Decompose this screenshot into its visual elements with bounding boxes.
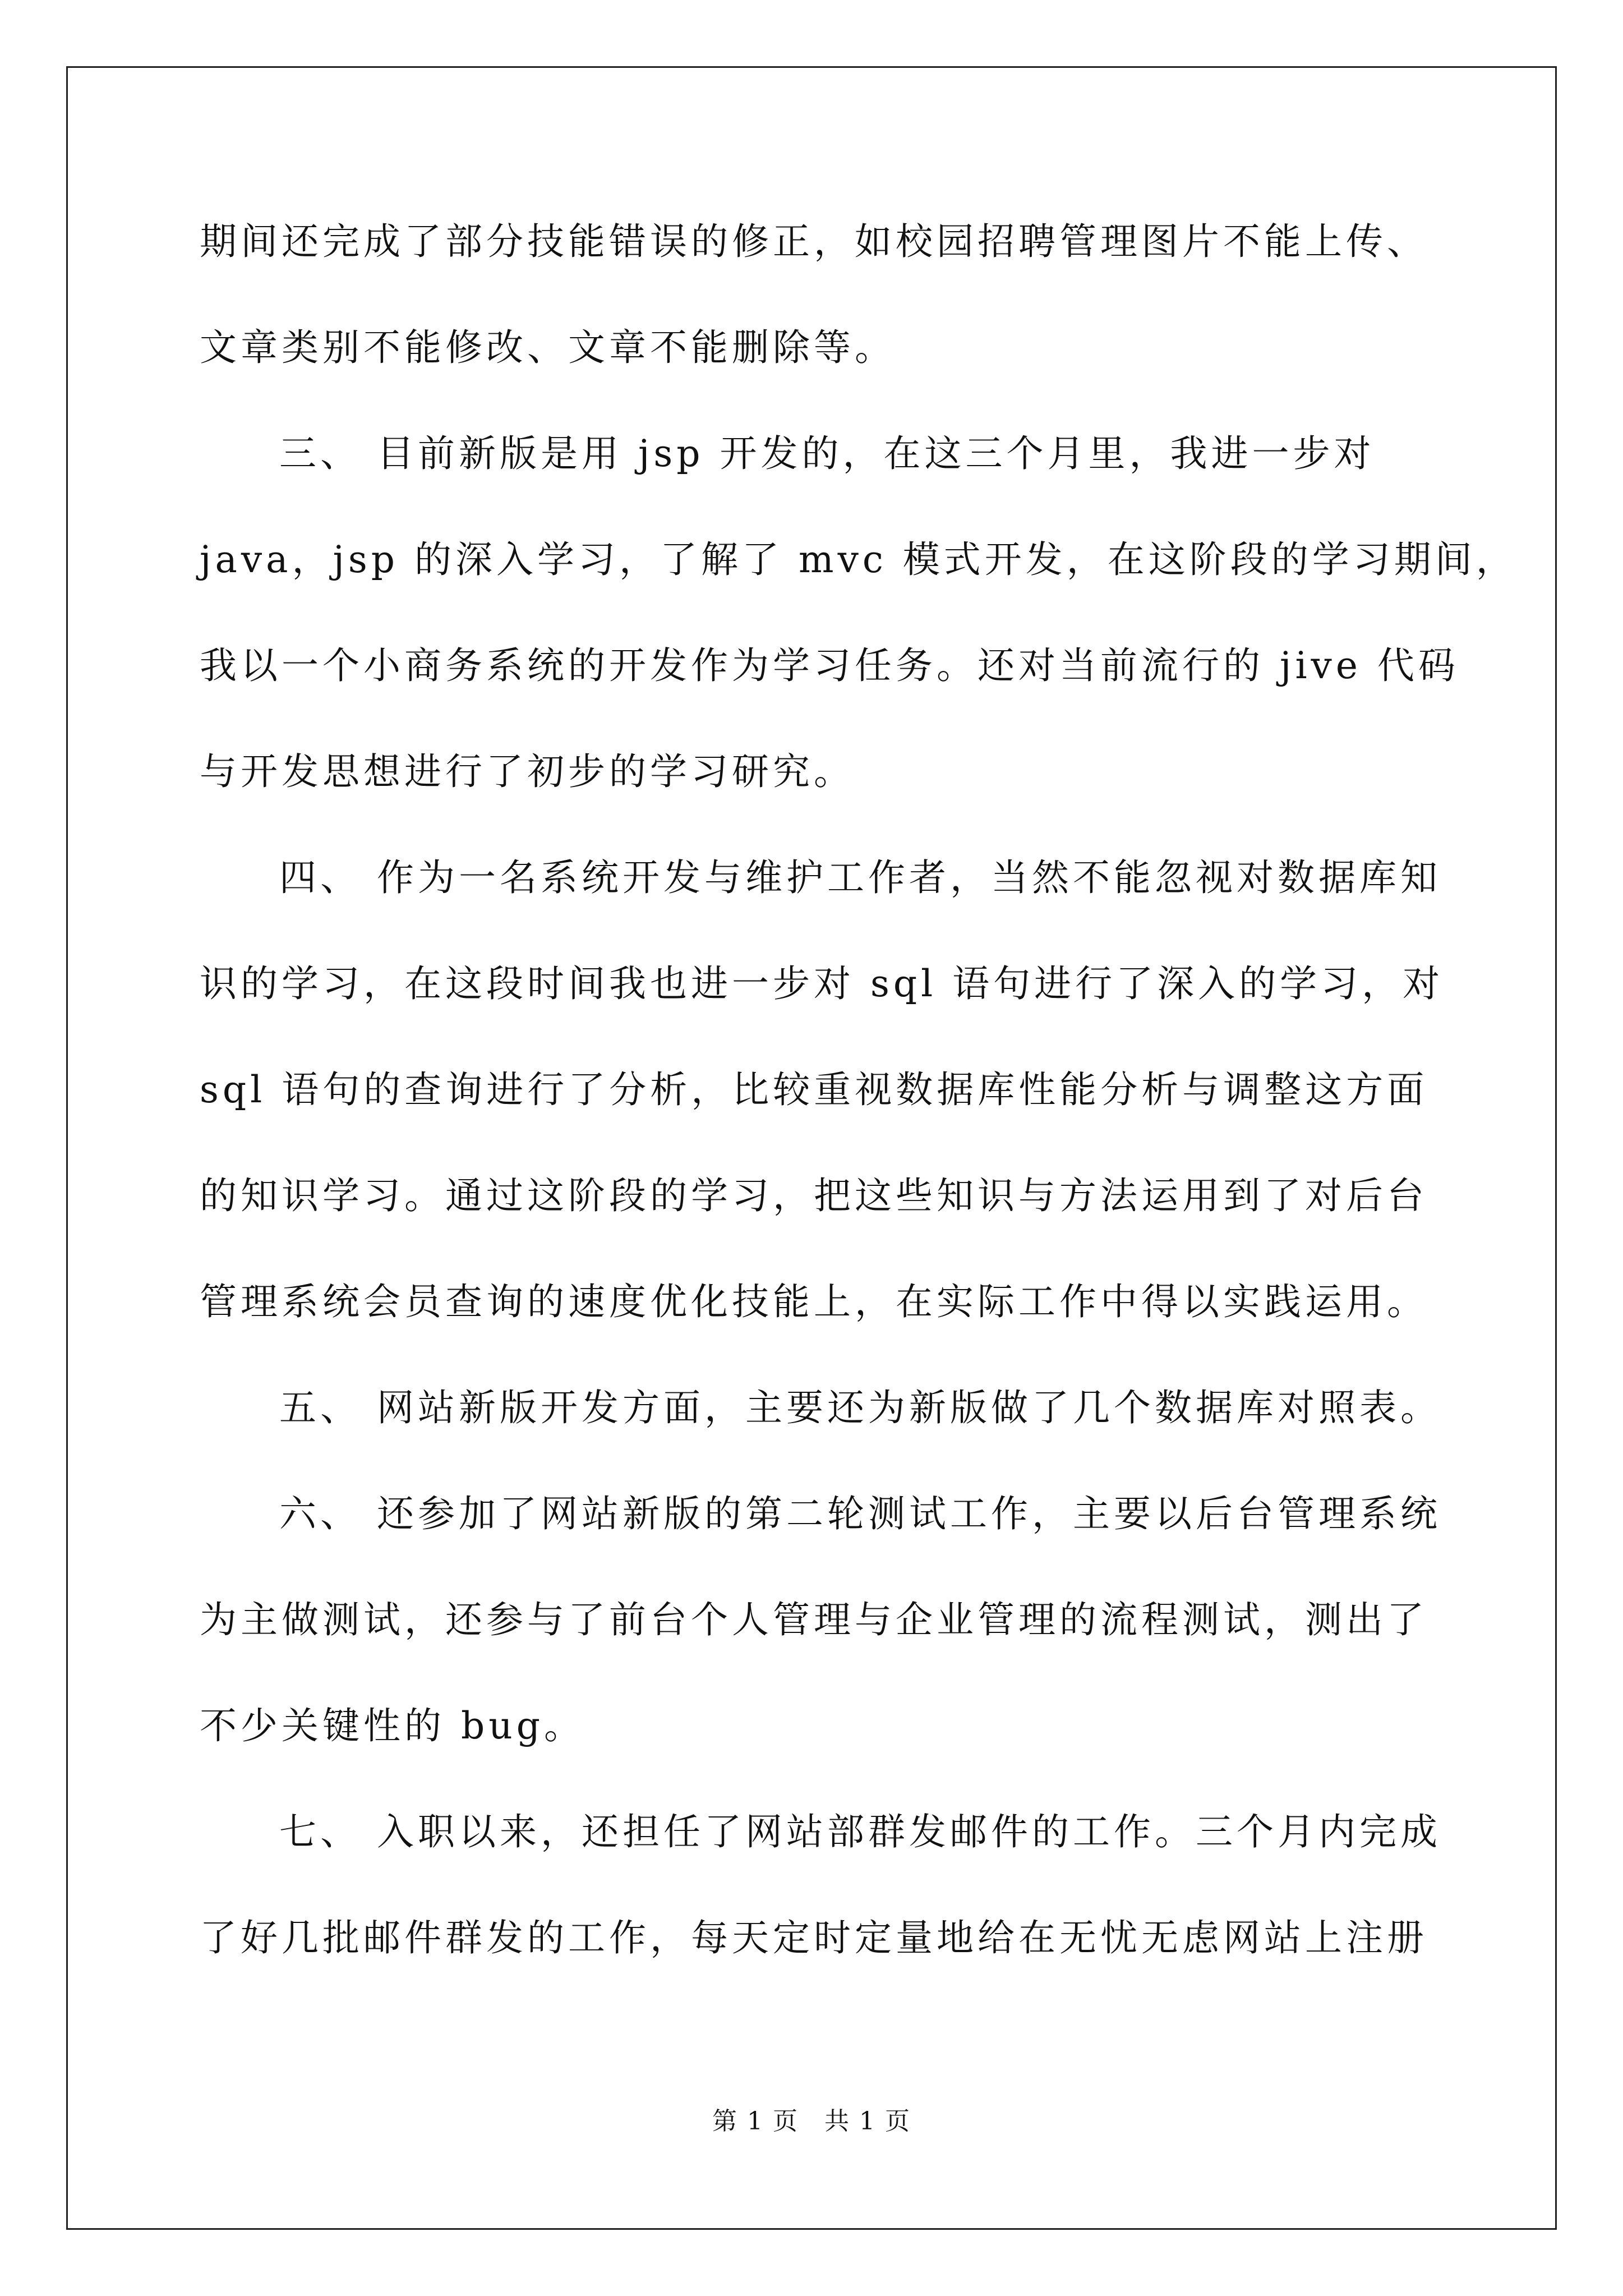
text-line: 我以一个小商务系统的开发作为学习任务。还对当前流行的 jive 代码	[200, 644, 1459, 687]
text-line: 七、 入职以来，还担任了网站部群发邮件的工作。三个月内完成	[279, 1810, 1441, 1853]
text-line: 四、 作为一名系统开发与维护工作者，当然不能忽视对数据库知	[279, 856, 1441, 899]
text-line: 管理系统会员查询的速度优化技能上，在实际工作中得以实践运用。	[200, 1280, 1428, 1323]
document-body	[200, 185, 1517, 1987]
text-line: 不少关键性的 bug。	[200, 1704, 585, 1747]
text-line: 与开发思想进行了初步的学习研究。	[200, 750, 855, 793]
text-line: 期间还完成了部分技能错误的修正，如校园招聘管理图片不能上传、	[200, 220, 1428, 263]
text-line: 文章类别不能修改、文章不能删除等。	[200, 326, 896, 369]
text-line: 五、 网站新版开发方面，主要还为新版做了几个数据库对照表。	[279, 1386, 1441, 1429]
text-line: sql 语句的查询进行了分析，比较重视数据库性能分析与调整这方面	[200, 1068, 1428, 1111]
text-line: 为主做测试，还参与了前台个人管理与企业管理的流程测试，测出了	[200, 1598, 1428, 1641]
page-number-footer: 第 1 页 共 1 页	[712, 2107, 911, 2136]
text-line: 了好几批邮件群发的工作，每天定时定量地给在无忧无虑网站上注册	[200, 1916, 1428, 1959]
text-line: 六、 还参加了网站新版的第二轮测试工作，主要以后台管理系统	[279, 1492, 1441, 1535]
text-line: java，jsp 的深入学习，了解了 mvc 模式开发，在这阶段的学习期间，	[200, 538, 1517, 581]
text-line: 三、 目前新版是用 jsp 开发的，在这三个月里，我进一步对	[279, 432, 1375, 475]
text-line: 识的学习，在这段时间我也进一步对 sql 语句进行了深入的学习，对	[200, 962, 1444, 1005]
text-line: 的知识学习。通过这阶段的学习，把这些知识与方法运用到了对后台	[200, 1174, 1428, 1217]
